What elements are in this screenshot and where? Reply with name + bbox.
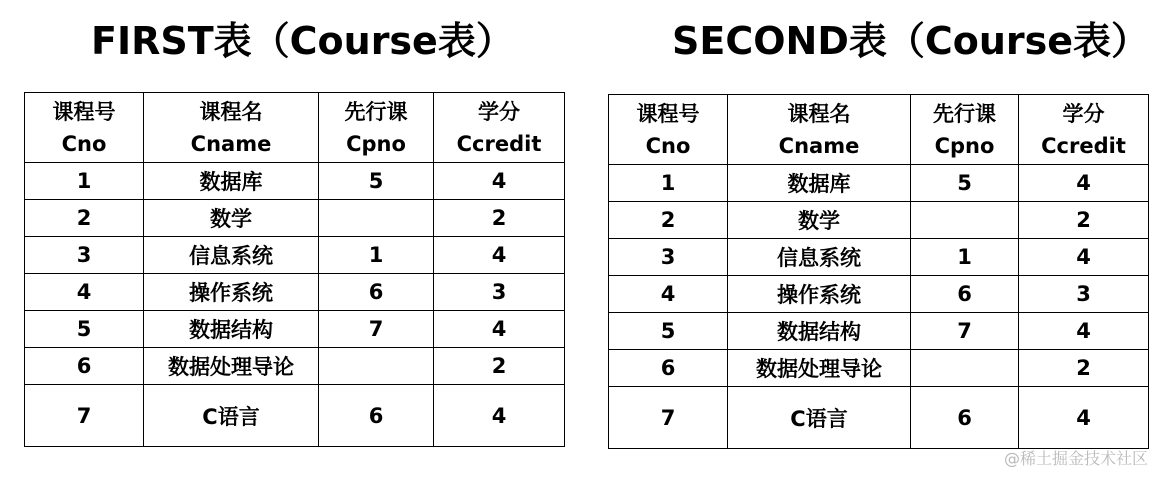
cell-ccredit: 4 [1019,313,1149,350]
cell-cname: 数学 [144,200,319,237]
cell-cname: C语言 [728,387,911,449]
cell-ccredit: 2 [434,200,565,237]
cell-cno: 7 [609,387,728,449]
cell-cpno [319,200,434,237]
table-row [25,237,565,274]
table-row [609,276,1149,313]
cell-cname: 数据处理导论 [728,350,911,387]
table-row [609,165,1149,202]
header-cno [25,93,144,163]
header-cno [609,95,728,165]
cell-cno: 5 [609,313,728,350]
header-ccredit-en: Ccredit [1041,133,1126,158]
header-cname [728,95,911,165]
header-cpno-cn: 先行课 [933,101,996,126]
table-header-row [25,93,565,163]
cell-cno: 6 [609,350,728,387]
cell-ccredit: 4 [434,311,565,348]
cell-ccredit: 2 [434,348,565,385]
cell-cpno: 6 [319,274,434,311]
cell-cpno [911,202,1019,239]
cell-cno: 4 [609,276,728,313]
cell-ccredit: 2 [1019,202,1149,239]
cell-cname: 信息系统 [144,237,319,274]
header-cno-cn: 课程号 [636,101,700,126]
first-table-title: FIRST表（Course表） [91,19,514,63]
cell-ccredit: 4 [434,163,565,200]
cell-cno: 6 [25,348,144,385]
watermark: @稀土掘金技术社区 [1003,449,1148,468]
cell-cname: 数学 [728,202,911,239]
table-row [25,348,565,385]
cell-cno: 2 [609,202,728,239]
first-course-table [24,92,565,447]
cell-cno: 1 [25,163,144,200]
header-cpno [319,93,434,163]
table-row [609,313,1149,350]
cell-cname: 数据结构 [144,311,319,348]
table-row [25,163,565,200]
header-ccredit-en: Ccredit [456,131,542,156]
header-cname-cn: 课程名 [199,99,263,124]
cell-ccredit: 4 [1019,165,1149,202]
table-row [609,202,1149,239]
cell-ccredit: 4 [1019,387,1149,449]
cell-ccredit: 3 [434,274,565,311]
cell-cpno: 5 [911,165,1019,202]
cell-cno: 5 [25,311,144,348]
cell-cno: 7 [25,385,144,447]
table-row [25,385,565,447]
cell-cname: 数据处理导论 [144,348,319,385]
header-cname-cn: 课程名 [787,101,851,126]
cell-cname: 信息系统 [728,239,911,276]
second-table-title: SECOND表（Course表） [672,19,1150,63]
cell-cname: 操作系统 [144,274,319,311]
cell-cpno: 6 [911,387,1019,449]
header-cname [144,93,319,163]
header-cpno [911,95,1019,165]
cell-cpno: 1 [319,237,434,274]
table-row [609,350,1149,387]
header-cpno-cn: 先行课 [344,99,408,124]
cell-ccredit: 4 [1019,239,1149,276]
cell-ccredit: 4 [434,237,565,274]
cell-cpno: 7 [911,313,1019,350]
cell-cpno: 6 [911,276,1019,313]
table-row [609,387,1149,449]
cell-cno: 2 [25,200,144,237]
table-row [25,311,565,348]
cell-cpno [911,350,1019,387]
cell-ccredit: 2 [1019,350,1149,387]
cell-cno: 3 [25,237,144,274]
cell-cname: 数据库 [144,163,319,200]
header-ccredit-cn: 学分 [1062,101,1105,126]
header-cpno-en: Cpno [934,133,995,158]
cell-cname: C语言 [144,385,319,447]
cell-cpno: 1 [911,239,1019,276]
header-ccredit [1019,95,1149,165]
cell-cpno: 7 [319,311,434,348]
header-ccredit [434,93,565,163]
cell-cpno: 6 [319,385,434,447]
table-header-row [609,95,1149,165]
table-row [25,200,565,237]
header-cno-en: Cno [61,131,107,156]
cell-ccredit: 3 [1019,276,1149,313]
table-row [609,239,1149,276]
cell-cno: 3 [609,239,728,276]
cell-cno: 4 [25,274,144,311]
cell-cname: 操作系统 [728,276,911,313]
header-cpno-en: Cpno [346,131,406,156]
cell-cname: 数据库 [728,165,911,202]
cell-cpno: 5 [319,163,434,200]
header-cname-en: Cname [190,131,272,156]
header-cname-en: Cname [778,133,860,158]
header-ccredit-cn: 学分 [478,99,520,124]
cell-cname: 数据结构 [728,313,911,350]
cell-cno: 1 [609,165,728,202]
header-cno-cn: 课程号 [52,99,116,124]
cell-ccredit: 4 [434,385,565,447]
second-course-table [608,94,1149,449]
table-row [25,274,565,311]
header-cno-en: Cno [645,133,691,158]
cell-cpno [319,348,434,385]
